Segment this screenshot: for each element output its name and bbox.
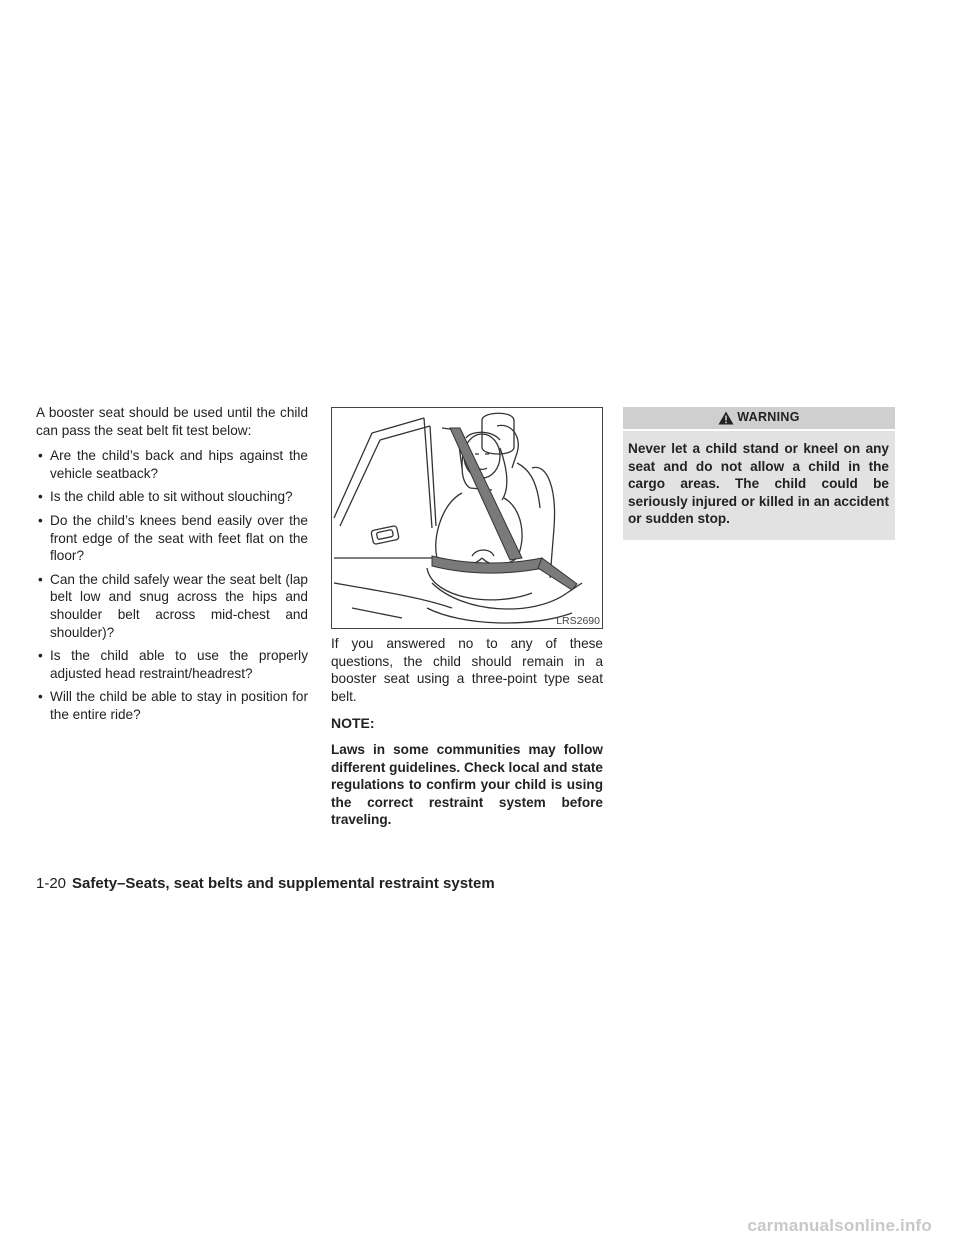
answer-paragraph: If you answered no to any of these questions, the child should remain in a booster seat using a three-point type seat belt. xyxy=(331,636,603,704)
column-middle xyxy=(331,407,603,829)
booster-seat-illustration xyxy=(331,407,603,629)
note-heading: NOTE: xyxy=(331,715,375,732)
section-title: Safety–Seats, seat belts and supplemental restraint system xyxy=(72,875,495,892)
intro-paragraph: A booster seat should be used until the child can pass the seat belt fit test below: xyxy=(36,405,308,438)
warning-text: Never let a child stand or kneel on any seat and do not allow a child in the cargo areas. The child could be seriously injured or killed in an accident or sudden stop. xyxy=(623,431,895,540)
list-item: • Is the child able to use the properly adjusted head restraint/headrest? xyxy=(36,647,308,682)
watermark: carmanualsonline.info xyxy=(747,1216,932,1235)
warning-header xyxy=(623,407,895,429)
list-item: • Are the child’s back and hips against the vehicle seatback? xyxy=(36,447,308,482)
child-booster-seat-drawing xyxy=(332,408,602,628)
list-item: • Will the child be able to stay in position for the entire ride? xyxy=(36,688,308,723)
figure-label: LRS2690 xyxy=(556,615,600,627)
fit-test-list xyxy=(36,447,308,723)
column-right xyxy=(623,407,895,540)
page-number: 1-20 xyxy=(36,875,67,892)
list-item: • Is the child able to sit without slouching? xyxy=(36,488,308,506)
warning-title: WARNING xyxy=(737,410,800,425)
column-left xyxy=(36,404,308,730)
warning-triangle-icon xyxy=(718,411,734,425)
list-item: • Can the child safely wear the seat belt (lap belt low and snug across the hips and shoulder belt across mid-chest and shoulder)? xyxy=(36,571,308,641)
note-text: Laws in some communities may follow different guidelines. Check local and state regulations to confirm your child is using the correct restraint system before traveling. xyxy=(331,741,603,828)
page-footer xyxy=(36,875,495,892)
list-item: • Do the child’s knees bend easily over the front edge of the seat with feet flat on the floor? xyxy=(36,512,308,565)
